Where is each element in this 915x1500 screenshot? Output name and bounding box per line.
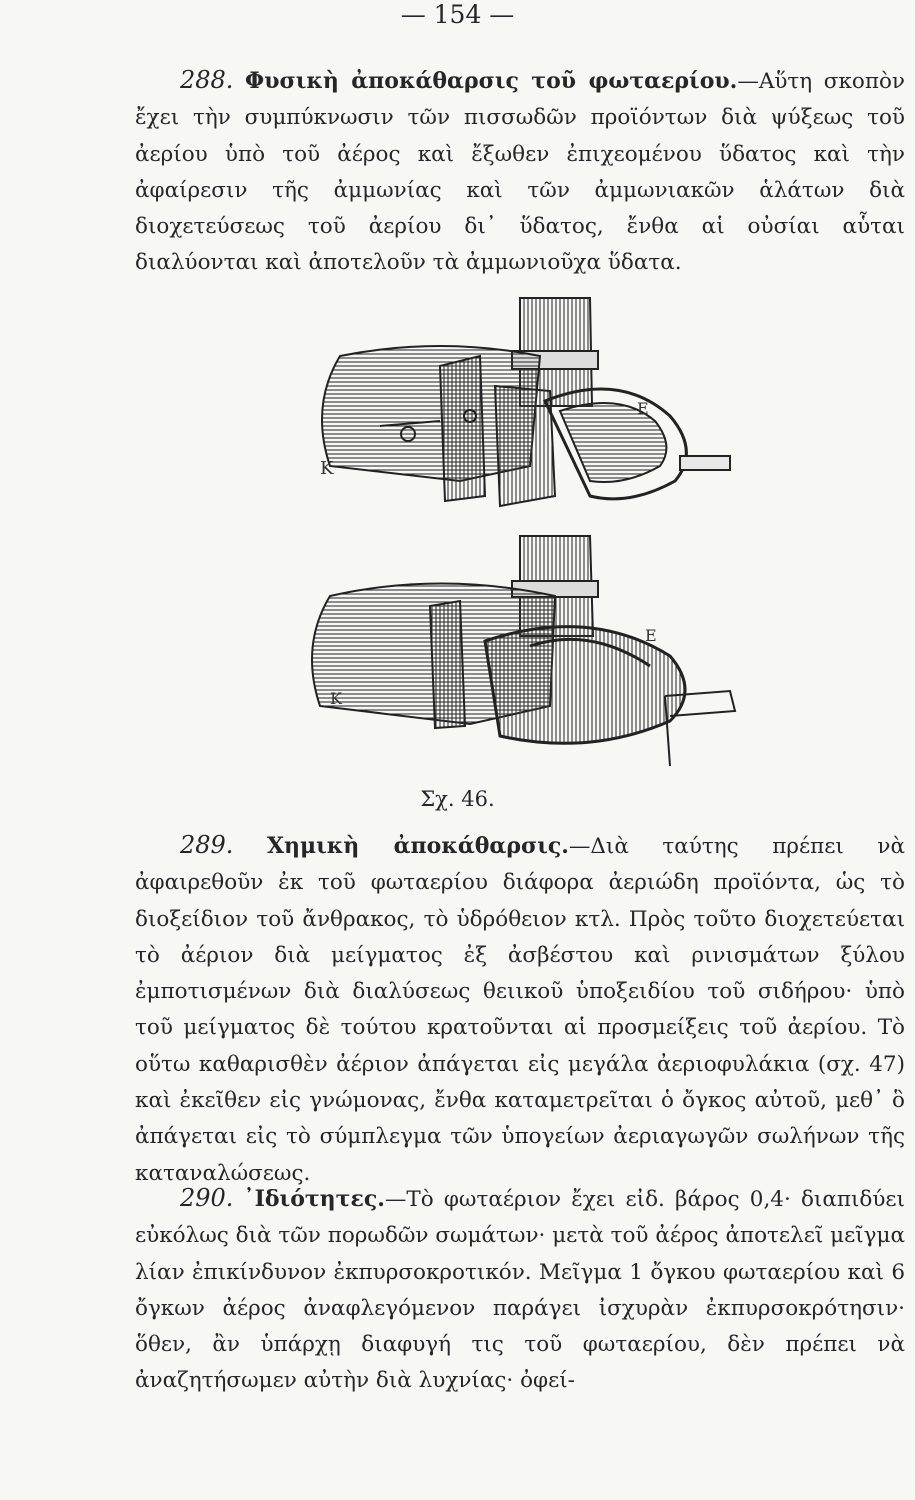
- section-body: —Τὸ φωταέριον ἔχει εἰδ. βάρος 0,4· διαπιδύει εὐκόλως διὰ τῶν πορωδῶν σωμάτων· μετὰ τοῦ ἀέρος ἀποτελεῖ μεῖγμα λίαν ἐπικίνδυνον ἐκπυρσοκροτικόν. Μεῖγμα 1 ὄγκου φωταερίου καὶ 6 ὄγκων ἀέρος ἀναφλεγόμενον παράγει ἰσχυρὰν ἐκπυρσοκρότησιν· ὅθεν, ἂν ὑπάρχῃ διαφυγή τις τοῦ φωταερίου, δὲν πρέπει νὰ ἀναζητήσωμεν αὐτὴν διὰ λυχνίας· ὀφεί-: [135, 1187, 905, 1394]
- figure-caption: Σχ. 46.: [420, 787, 495, 811]
- section-289: [135, 827, 905, 1192]
- section-288: [135, 62, 905, 282]
- section-title: ᾽Ιδιότητες.: [243, 1186, 385, 1212]
- apparatus-drawing: [290, 296, 760, 781]
- label-k-top: K: [320, 458, 334, 479]
- label-e-top: E: [637, 399, 649, 418]
- section-number: 289.: [180, 831, 234, 859]
- section-number: 288.: [180, 66, 234, 94]
- section-number: 290.: [180, 1184, 234, 1212]
- section-title: Χημικὴ ἀποκάθαρσις.: [266, 833, 569, 859]
- label-k-bottom: K: [330, 689, 342, 708]
- bottom-apparatus: [312, 536, 735, 766]
- section-title: Φυσικὴ ἀποκάθαρσις τοῦ φωταερίου.: [245, 68, 738, 94]
- section-290: [135, 1180, 905, 1400]
- top-apparatus: [320, 298, 730, 506]
- page-number: — 154 —: [400, 0, 515, 29]
- section-body: —Αὕτη σκοπὸν ἔχει τὴν συμπύκνωσιν τῶν πισσωδῶν προϊόντων διὰ ψύξεως τοῦ ἀερίου ὑπὸ τοῦ ἀέρος καὶ ἔξωθεν ἐπιχεομένου ὕδατος καὶ τὴν ἀφαίρεσιν τῆς ἀμμωνίας καὶ τῶν ἀμμωνιακῶν ἁλάτων διὰ διοχετεύσεως τοῦ ἀερίου δι᾽ ὕδατος, ἔνθα αἱ οὐσίαι αὗται διαλύονται καὶ ἀποτελοῦν τὰ ἀμμωνιοῦχα ὕδατα.: [135, 69, 905, 276]
- section-body: —Διὰ ταύτης πρέπει νὰ ἀφαιρεθοῦν ἐκ τοῦ φωταερίου διάφορα ἀεριώδη προϊόντα, ὡς τὸ διοξείδιον τοῦ ἄνθρακος, τὸ ὑδρόθειον κτλ. Πρὸς τοῦτο διοχετεύεται τὸ ἀέριον διὰ μείγματος ἐξ ἀσβέστου καὶ ρινισμάτων ξύλου ἐμποτισμένων διὰ διαλύσεως θειικοῦ ὑποξειδίου τοῦ σιδήρου· ὑπὸ τοῦ μείγματος δὲ τούτου κρατοῦνται αἱ προσμείξεις τοῦ ἀερίου. Τὸ οὕτω καθαρισθὲν ἀέριον ἀπάγεται εἰς μεγάλα ἀεριοφυλάκια (σχ. 47) καὶ ἐκεῖθεν εἰς γνώμονας, ἔνθα καταμετρεῖται ὁ ὄγκος αὐτοῦ, μεθ᾽ ὃ ἀπάγεται εἰς τὸ σύμπλεγμα τῶν ὑπογείων ἀεριαγωγῶν σωλήνων τῆς καταναλώσεως.: [135, 834, 905, 1186]
- figure-46-illustration: [290, 296, 760, 781]
- label-e-bottom: E: [645, 626, 657, 645]
